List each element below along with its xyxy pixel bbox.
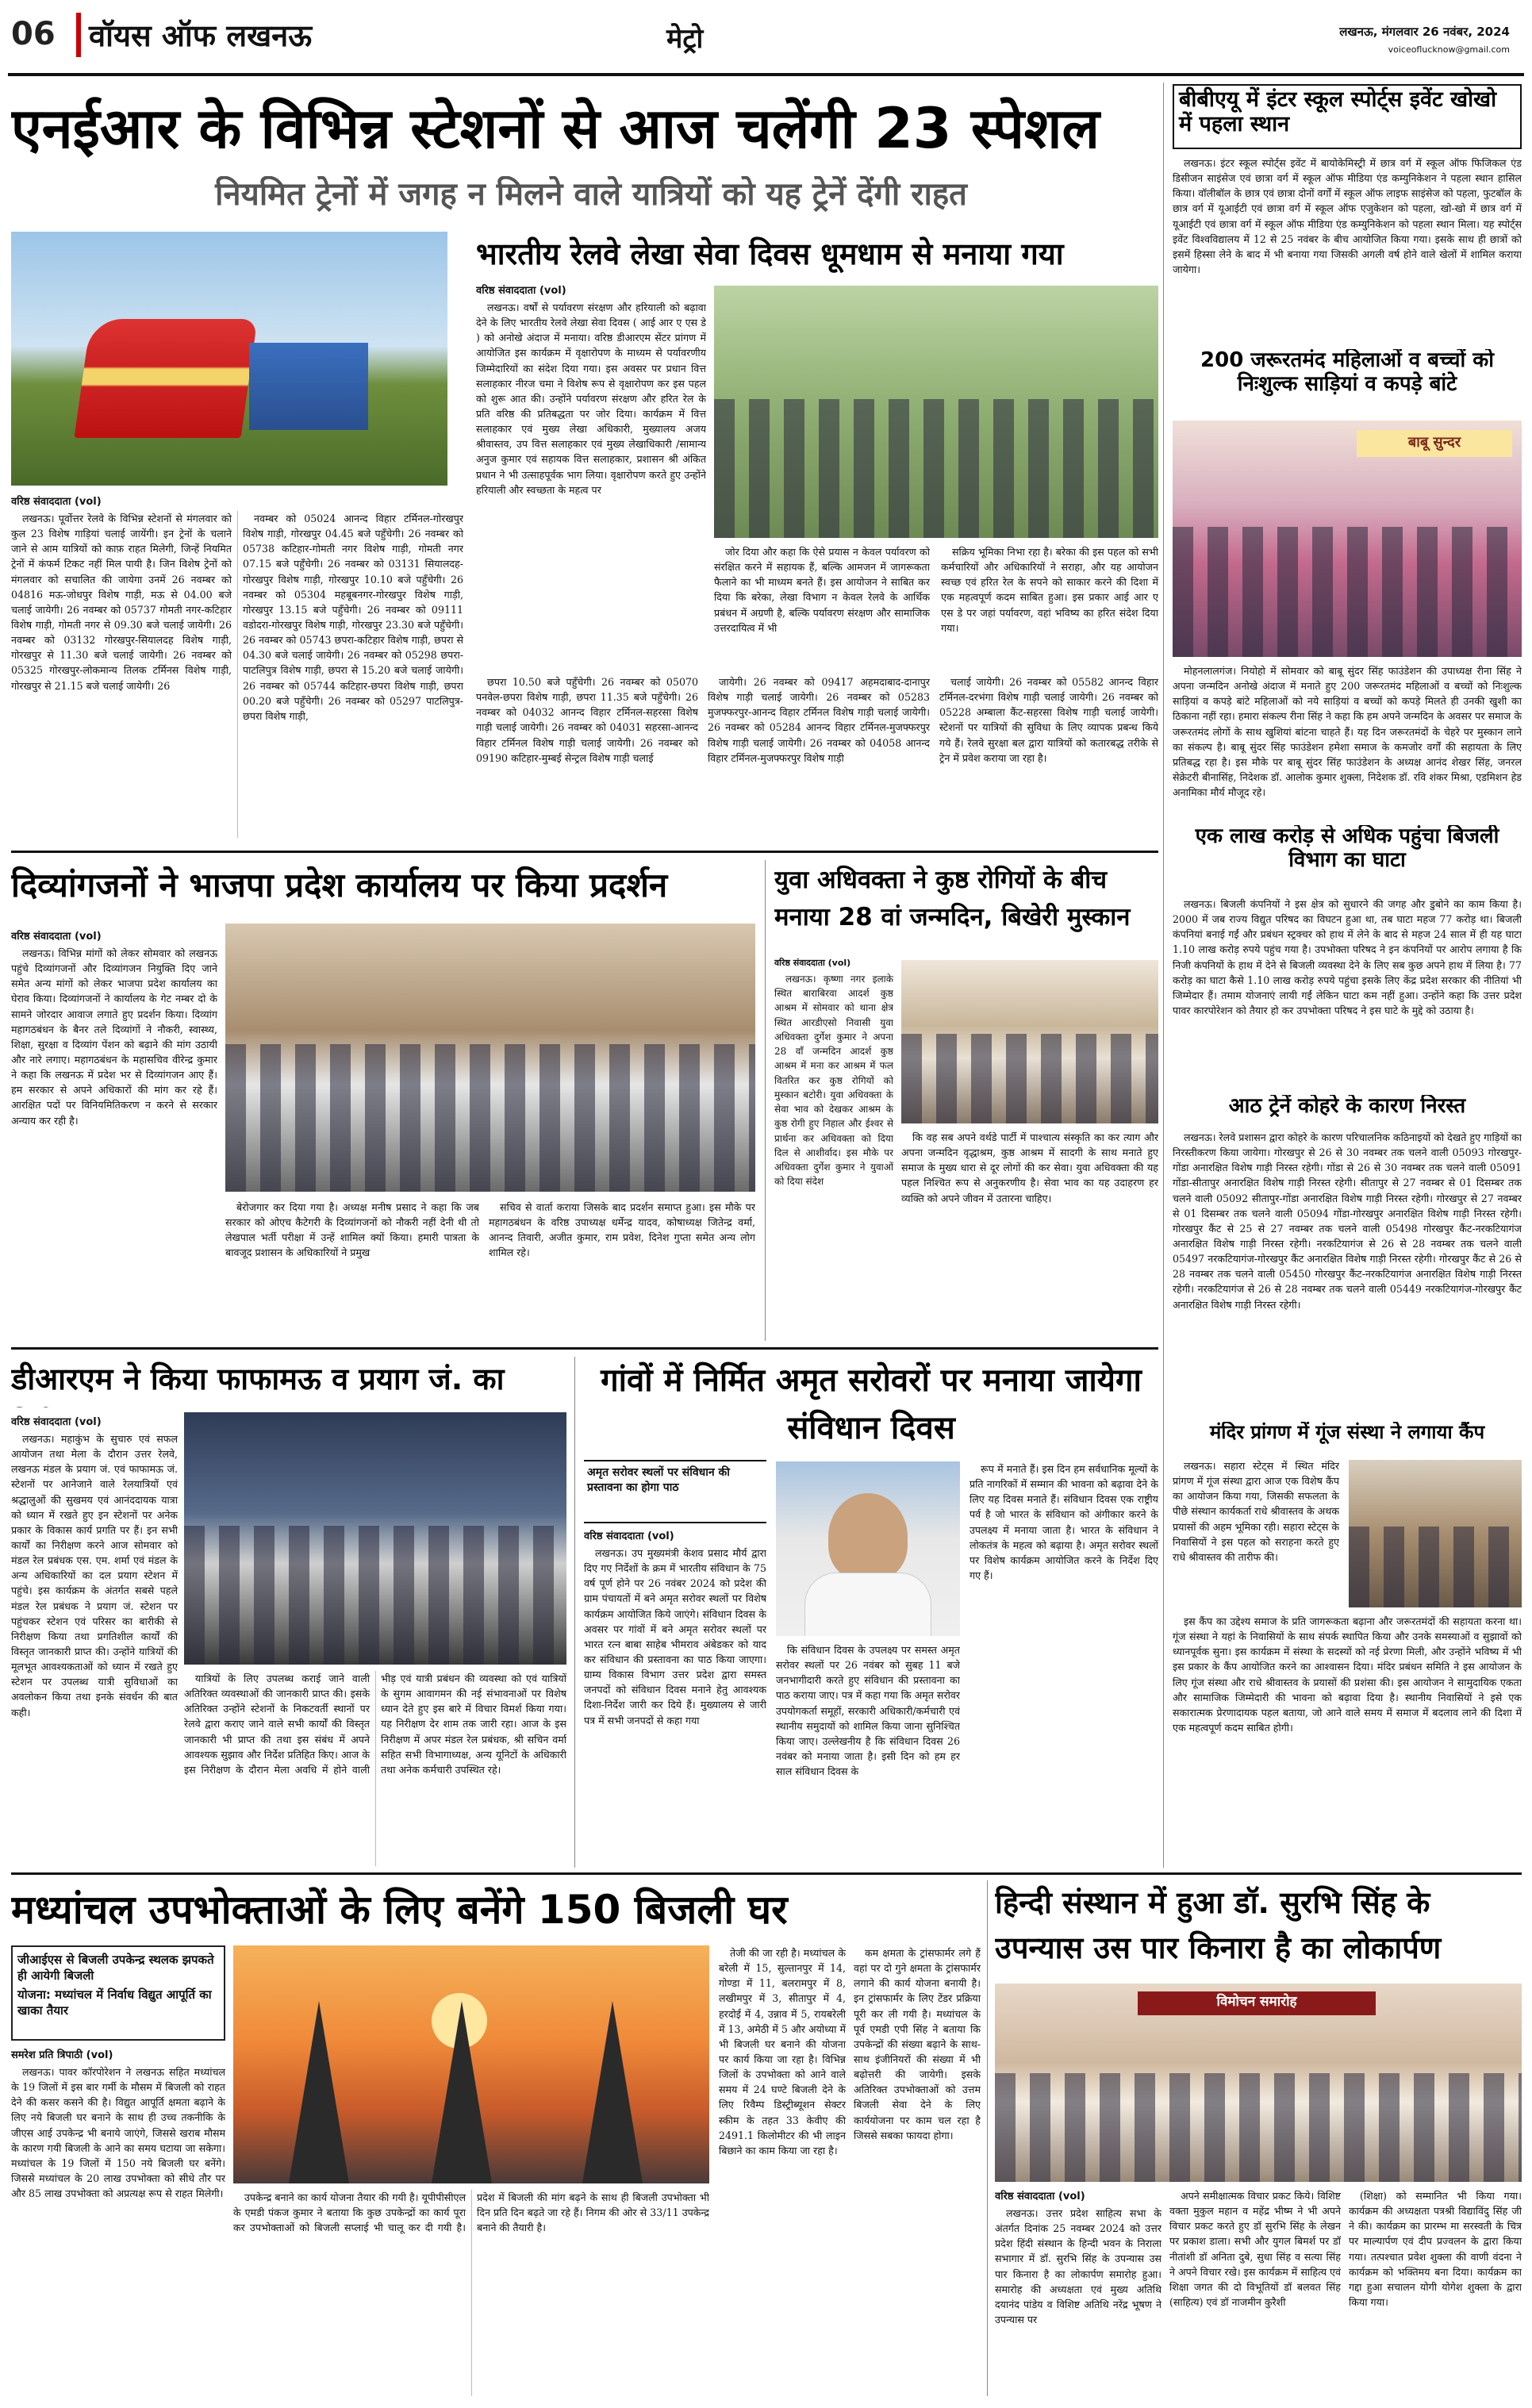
drm-paragraph: लखनऊ। महाकुंभ के सुचारु एवं सफल आयोजन तथा मेला के दौरान उत्तर रेलवे, लखनऊ मंडल के प्रयाग जं. एवं फाफामऊ जं. स्टेशनों पर आनेजाने वाले रेलयात्रियों एवं श्रद्धालुओं की सुखमय एवं आनंददायक यात्रा को ध्यान में रखते हुए इन स्टेशनों पर अनेक प्रकार के विकास कार्य प्रगति पर हैं। इन सभी कार्यों का निरीक्षण करने आज सोमवार को मंडल रेल प्रबंधक एस. एम. शर्मा एवं मंडल के अन्य अधिकारियों का दल प्रयाग स्टेशन में पहुंचे। इस कार्यक्रम के अंतर्गत सबसे पहले मंडल रेल प्रबंधक ने प्रयाग जं. स्टेशन पर पहुंचकर स्टेशन एवं परिसर का बारीकी से निरीक्षण किया तथा प्रगतिशील कार्यों की विस्तृत जानकारी प्राप्त की। उन्होंने यात्रियों की मूलभूत आवश्यकताओं को ध्यान में रखते हुए स्टेशन पर उपलब्ध यात्री सुविधाओं का अवलोकन किया तथा इनके संवर्धन की बात कही। (11, 1433, 178, 1719)
train-photo (11, 232, 447, 486)
coach-shape (249, 343, 368, 430)
sarees-body (1173, 663, 1522, 819)
leprosy-headline: युवा अधिवक्ता ने कुष्ठ रोगियों के बीच मनाया 28 वां जन्मदिन, बिखेरी मुस्कान (774, 866, 1131, 931)
lead-byline: वरिष्ठ संवाददाता (vol) (11, 496, 102, 508)
face-shape (828, 1493, 908, 1580)
leprosy-body-col2 (901, 1130, 1158, 1341)
power-houses-paragraph: उपकेन्द्र बनाने का कार्य योजना तैयार की गयी है। यूपीपीसीएल के एमडी पंकज कुमार ने बताया कि कुछ उपकेन्द्रों का कार्य पूरा कर उपभोक्ताओं को बिजली सप्लाई भी चालू कर दी गयी है। प्रदेश में बिजली की मांग बढ़ने के साथ ही बिजली उपभोक्ता भी दिन प्रति दिन बढ़ते जा रहे हैं। निगम की ओर से 33/11 उपकेन्द्र बनाने की तैयारी है। (233, 2191, 709, 2234)
fog-trains-body (1173, 1130, 1522, 1415)
book-launch-body-col2 (1169, 2188, 1341, 2396)
constitution-body-col3 (969, 1461, 1158, 1866)
lead-continued-col1 (476, 674, 698, 841)
temple-camp-headline: मंदिर प्रांगण में गूंज संस्था ने लगाया कैंप (1209, 1422, 1485, 1443)
tower-shape (289, 2001, 349, 2183)
book-launch-paragraph: अपने समीक्षात्मक विचार प्रकट किये। विशिष्ट वक्ता मुकुल महान व महेंद्र भीष्म ने भी अपने विचार प्रकट करते हुए डॉ सुरभि सिंह के लेखन पर प्रकाश डाला। सभी और युगल बिमर्श पर डॉ नीतांशी डॉ अनिता दुबे, सुधा सिंह व सत्या सिंह ने अपने विचार रखे। इस कार्यक्रम में साहित्य एवं शिक्षा जगत की दो विभूतियों डॉ बलवत सिंह (साहित्य) एवं डॉ नाजमीन कुरैशी (1169, 2190, 1341, 2308)
rail-account-body-col2 (714, 544, 930, 666)
book-launch-body-col3 (1349, 2188, 1522, 2396)
power-towers-photo (233, 1945, 709, 2183)
leprosy-paragraph: कि वह सब अपने वर्थडे पार्टी में पाश्चात्य संस्कृति का कर त्याग और अपना जन्मदिन वृद्धाश्रम, कुष्ठ आश्रम में सादगी के साथ मनाते हुए समाज के मुख्य धारा से दूर लोगों की कर सेवा। युवा अधिवक्ता की यह पहल निश्चित रूप से अनुकरणीय है। सेवा भाव का यह उदाहरण हर व्यक्ति को अपने जीवन में उतारना चाहिए। (901, 1131, 1158, 1204)
leprosy-body (774, 972, 893, 1337)
lead-article (11, 494, 463, 843)
rail-account-headline: भारतीय रेलवे लेखा सेवा दिवस धूमधाम से मनाया गया (476, 236, 1064, 271)
book-launch-paragraph: (शिक्षा) को सम्मानित भी किया गया। कार्यक्रम की अध्यक्षता पत्रश्री विद्याविंदु सिंह जी ने की। कार्यक्रम का प्रारम्भ मा सरस्वती के चित्र पर माल्यार्पण एवं दीप प्रज्वलन के द्वारा किया गया। तत्पश्चात प्रवेश शुक्ला की वाणी वंदना ने कार्यक्रम को भक्तिमय बना दिया। कार्यक्रम का गद्दा हुआ सचालन योगी योगेश शुक्ला के द्वारा किया गया। (1349, 2190, 1522, 2308)
rail-account-paragraph: लखनऊ। वर्षों से पर्यावरण संरक्षण और हरियाली को बढ़ावा देने के लिए भारतीय रेलवे लेखा सेवा दिवस ( आई आर ए एस डे ) को अनोखे अंदाज में मनाया। वरिष्ठ डीआरएम सेंटर प्रांगण में आयोजित इस कार्यक्रम में वृक्षारोपण के माध्यम से पर्यावरणीय जिम्मेदारियों का संदेश दिया गया। इस अवसर पर प्रधान वित्त सलाहकार नीरज चमा ने विशेष रूप से वृक्षारोपण कर इस पहल को शुरू आत की। उन्होंने पर्यावरण संरक्षण और हरित रेल के प्रति वरिष्ठ की प्रतिबद्धता पर जोर दिया। कार्यक्रम में वित्त सलाहकार एवं मुख्य लेखा अधिकारी, मुख्यालय अजय श्रीवास्तव, उप वित्त सलाहकार एवं मुख्य लेखाधिकारी /सामान्य अनुज कुमार एवं सहायक वित्त सलाहकार, प्रशासन श्री अंकित प्रधान ने भी उत्साहपूर्वक भाग लिया। वृक्षारोपण करते हुए उन्होंने हरियाली और स्वच्छता के महत्व पर (476, 301, 706, 496)
lead-paragraph: छपरा 10.50 बजे पहुँचेगी। 26 नवम्बर को 05070 पनवेल-छपरा विशेष गाड़ी, छपरा 11.35 बजे पहुँचेगी। 26 नवम्बर को 04032 आनन्द विहार टर्मिनल-सहरसा विशेष गाड़ी चलाई जायेगी। 26 नवम्बर को 04031 सहरसा-आनन्द विहार टर्मिनल विशेष गाड़ी चलाई जायेगी। 26 नवम्बर को 09190 कटिहार-मुम्बई सेन्ट्रल विशेष गाड़ी चलाई (476, 676, 698, 764)
contact-email: voiceoflucknow@gmail.com (1388, 44, 1510, 55)
power-houses-body-col2 (233, 2190, 709, 2396)
fog-trains-paragraph: लखनऊ। रेलवे प्रशासन द्वारा कोहरे के कारण परिचालनिक कठिनाइयों को देखते हुए गाड़ियों का निरस्तीकरण किया जायेगा। गोरखपुर से 26 से 30 नवम्बर तक चलने वाली 05093 गोरखपुर-गोंडा अनारक्षित विशेष गाड़ी निरस्त रहेगी। गोंडा से 26 से 30 नवम्बर तक चलने वाली 05091 गोंडा-सीतापुर अनारक्षित विशेष गाड़ी निरस्त रहेगी। सीतापुर से 27 नवम्बर से 01 दिसम्बर तक चलने वाली 05092 सीतापुर-गोंडा अनारक्षित विशेष गाड़ी निरस्त रहेगी। गोरखपुर से 27 नवम्बर से 01 दिसम्बर तक चलने वाली 05094 गोंडा-गोरखपुर अनारक्षित विशेष गाड़ी निरस्त रहेगी। गोरखपुर कैंट से 25 से 27 नवम्बर तक चलने वाली 05498 गोरखपुर कैंट-नरकटियागंज अनारक्षित विशेष गाड़ी निरस्त रहेगी। नरकटियागंज से 26 से 28 नवम्बर तक चलने वाली 05497 नरकटियागंज-गोरखपुर कैंट अनारक्षित विशेष गाड़ी निरस्त रहेगी। गोरखपुर कैंट से 26 से 28 नवम्बर तक चलने वाली 05450 गोरखपुर कैंट-नरकटियागंज अनारक्षित विशेष गाड़ी निरस्त रहेगी। नरकटियागंज से 26 से 28 नवम्बर तक चलने वाली 05449 नरकटियागंज-गोरखपुर कैंट अनारक्षित विशेष गाड़ी निरस्त रहेगी। (1173, 1131, 1522, 1311)
lead-paragraph: नवम्बर को 05024 आनन्द विहार टर्मिनल-गोरखपुर विशेष गाड़ी, गोरखपुर 04.45 बजे पहुँचेगी। 26 नवम्बर को 05738 कटिहार-गोमती नगर विशेष गाड़ी, गोमती नगर 07.15 बजे पहुँचेगी। 26 नवम्बर को 03131 सियालदह-गोरखपुर विशेष गाड़ी, गोरखपुर 10.10 बजे पहुँचेगी। 26 नवम्बर को 05304 महबूबनगर-गोरखपुर विशेष गाड़ी, गोरखपुर 13.15 बजे पहुँचेगी। 26 नवम्बर को 09111 वडोदरा-गोरखपुर विशेष गाड़ी, गोरखपुर 23.30 बजे पहुँचेगी। 26 नवम्बर को 05743 छपरा-कटिहार विशेष गाड़ी, छपरा से 04.30 बजे चलाई जायेगी। 26 नवम्बर को 05298 छपरा-पाटलिपुत्र विशेष गाड़ी, छपरा से 15.20 बजे चलाई जायेगी। 26 नवम्बर को 05744 कटिहार-छपरा विशेष गाड़ी, छपरा 00.20 बजे पहुँचेगी। 26 नवम्बर को 05297 पाटलिपुत्र-छपरा विशेष गाड़ी, (243, 513, 463, 722)
lead-body (11, 511, 463, 838)
protesters-shape (225, 1044, 755, 1192)
banner-text: बाबू सुन्दर (1357, 430, 1512, 457)
electricity-loss-paragraph: लखनऊ। बिजली कंपनियों ने इस क्षेत्र को सुधारने की जगह और डुबोने का काम किया है। 2000 में जब राज्य विद्युत परिषद का विघटन हुआ था, तब घाटा महज 77 करोड़ था। बिजली कंपनियां बनाई गईं और प्रबंधन स्ट्रक्चर को हाथ में लेने के बाद से महज 24 साल में ही यह घाटा 1.10 लाख करोड़ रुपये पहुंच गया है। उपभोक्ता परिषद ने इन कंपनियों पर आरोप लगाया है कि निजी कंपनियों के हाथ में देने से बिजली व्यवस्था देने के लिए सब कुछ अपने हाथ में लिया है। 77 करोड़ का घाटा कैसे 1.10 लाख करोड़ रुपये पहुंचा इसके लिए केंद्र प्रदेश सरकार की नीतियां भी जिम्मेदार हैं। तमाम योजनाएं लायी गईं लेकिन घाटा कम नहीं हुआ। उन्होंने कहा कि उत्तर प्रदेश पावर कारपोरेशन को तैयार हो कर उपभोक्ता परिषद ने इस घाटे के मुद्दे को उठाया है। (1173, 898, 1522, 1016)
section-divider (11, 1872, 1522, 1875)
protest-paragraph: बेरोजगार कर दिया गया है। अध्यक्ष मनीष प्रसाद ने कहा कि जब सरकार को ओएच कैटेगरी के दिव्यांगजनों को नौकरी नहीं देनी थी तो लेखपाल भर्ती परीक्षा में उन्हें शामिल क्यों किया। हमारी पात्रता के बावजूद प्रशासन के अधिकारियों ने प्रमुख (225, 1201, 479, 1259)
dateline: लखनऊ, मंगलवार 26 नवंबर, 2024 (1339, 25, 1510, 39)
book-launch-article (995, 2188, 1161, 2396)
dignitaries-shape (995, 2073, 1522, 2183)
drm-body (11, 1431, 178, 1863)
sarees-distribution-photo (1173, 421, 1522, 657)
minister-photo (776, 1461, 960, 1636)
rail-account-article (476, 282, 706, 665)
rail-account-byline: वरिष्ठ संवाददाता (vol) (476, 285, 566, 297)
paper-name: वॉयस ऑफ लखनऊ (89, 18, 313, 53)
protest-headline: दिव्यांगजनों ने भाजपा प्रदेश कार्यालय पर किया प्रदर्शन (11, 866, 668, 904)
power-houses-body (11, 2064, 225, 2393)
constitution-byline: वरिष्ठ संवाददाता (vol) (584, 1530, 674, 1542)
sports-event-headline: बीबीएयू में इंटर स्कूल स्पोर्ट्स इवेंट खोखो में पहला स्थान (1173, 84, 1522, 149)
electricity-loss-headline: एक लाख करोड़ से अधिक पहुंचा बिजली विभाग का घाटा (1195, 825, 1499, 872)
book-launch-photo (995, 1984, 1522, 2182)
book-launch-headline: हिन्दी संस्थान में हुआ डॉ. सुरभि सिंह के उपन्यास उस पार किनारा है का लोकार्पण (995, 1885, 1442, 1965)
lead-paragraph: लखनऊ। पूर्वोत्तर रेलवे के विभिन्न स्टेशनों से मंगलवार को कुल 23 विशेष गाड़ियां चलाई जायेंगी। इन ट्रेनों के चलाने जाने से आम यात्रियों को काफ़ राहत मिलेगी, जिन्हें नियमित ट्रेनों में कंफर्म टिकट नहीं मिल पायी है। जिन विशेष ट्रेनों को मंगलवार को सचालित की जायेगा उनमें 26 नवम्बर को 04816 मऊ-जोधपुर विशेष गाड़ी, मऊ से 04.00 बजे चलाई जायेगी। 26 नवम्बर को 05737 गोमती नगर-कटिहार विशेष गाड़ी, गोमती नगर से 09.30 बजे चलाई जायेगी। 26 नवम्बर को 03132 गोरखपुर-सियालदह विशेष गाड़ी, गोरखपुर से 11.30 बजे चलाई जायेगी। 26 नवम्बर को 05325 गोरखपुर-लोकमान्य तिलक टर्मिनस विशेष गाड़ी, गोरखपुर से 21.15 बजे चलाई जायेगी। 26 (11, 513, 232, 692)
locomotive-shape (74, 319, 257, 438)
leprosy-byline: वरिष्ठ संवाददाता (vol) (774, 958, 851, 968)
leprosy-paragraph: लखनऊ। कृष्णा नगर इलाके स्थित बाराबिरवा आदर्श कुष्ठ आश्रम में सोमवार को थाना क्षेत्र स्थित आरडीएसो निवासी युवा अधिवक्ता दुर्गेश कुमार ने अपना 28 वाँ जन्मदिन आदर्श कुष्ठ आश्रम में मना कर आश्रम में फल वितरित कर कुष्ठ रोगियों को मुस्कान बटोरी। युवा अधिवक्ता के सेवा भाव को देखकर आश्रम के कुष्ठ रोगी हुए निहाल और ईश्वर से प्रार्थना कर अधिवक्ता को दिया दिल से आशीर्वाद। इस मौके पर अधिवक्ता दुर्गेश कुमार ने युवाओं को दिया संदेश (774, 974, 893, 1188)
protest-article (11, 928, 217, 1341)
constitution-paragraph: रूप में मनाते हैं। इस दिन हम सर्वधानिक मूल्यों के प्रति नागरिकों में सम्मान की भावना को बढ़ावा देने के लिए यह दिवस मनाते हैं। संविधान दिवस एक राष्ट्रीय पर्व है जो भारत के संविधान को अंगीकार करने के उपलक्ष्य में मनाया जाता है। भारत के संविधान ने लोकतंत्र के महत्व को बढ़ाया है। अमृत सरोवर स्थलों पर विशेष कार्यक्रम आयोजित करने के निर्देश दिए गए हैं। (969, 1463, 1158, 1581)
power-houses-body-col4 (854, 1945, 981, 2396)
drm-byline: वरिष्ठ संवाददाता (vol) (11, 1416, 102, 1428)
rail-account-body-col1 (476, 300, 706, 657)
column-divider (987, 1880, 988, 2396)
temple-camp-paragraph: इस कैंप का उद्देश्य समाज के प्रति जागरूकता बढ़ाना और जरूरतमंदों की सहायता करना था। गूंज संस्था ने यहां के निवासियों के साथ संपर्क स्थापित किया और उनके समस्याओं व सुझावों को ध्यानपूर्वक सुना। इस कार्यक्रम में संस्था के सदस्यों को नई प्रेरणा मिली, और उन्होंने भविष्य में भी इस प्रकार के कैंप आयोजित करने का आश्वासन दिया। मंदिर प्रबंधन समिति ने इस आयोजन के लिए गूंज संस्था और राधे श्रीवास्तव के प्रयासों की प्रशंसा की। इस आयोजन ने सामुदायिक एकता और सामाजिक जिम्मेदारी की भावना को बढ़ावा दिया है। स्थानीय निवासियों ने इसे एक सकारात्मक प्रेरणादायक पहल बताया, जो आने वाले समय में समाज में बदलाव लाने की दिशा में एक महत्वपूर्ण कदम साबित होगी। (1173, 1615, 1522, 1734)
protest-body (11, 946, 217, 1335)
inspection-photo (184, 1412, 566, 1665)
book-launch-paragraph: लखनऊ। उत्तर प्रदेश साहित्य सभा के अंतर्गत दिनांक 25 नवम्बर 2024 को उत्तर प्रदेश हिंदी संस्थान के हिन्दी भवन के निराला सभागार में डॉ. सुरभि सिंह के उपन्यास उस पार किनारा है का लोकार्पण समारोह हुआ। समारोह की अध्यक्षता एवं मुख्य अतिथि दयानंद पांडेय व विशिष्ट अतिथि नरेंद्र भूषण ने उपन्यास पर (995, 2207, 1161, 2325)
highlight-bullet: जीआईएस से बिजली उपकेन्द्र स्थलक झपकते ही आयेगी बिजली (17, 1953, 214, 1983)
protest-paragraph: लखनऊ। विभिन्न मांगों को लेकर सोमवार को लखनऊ पहुंचे दिव्यांगजनों और दिव्यांगजन नियुक्ति दिए जाने समेत अन्य मांगों को लेकर भाजपा प्रदेश कार्यालय का घेराव किया। दिव्यांगजनों ने कार्यालय के गेट नम्बर दो के सामने जोरदार आवाज लगाते हुए प्रदर्शन किया। दिव्यांग महागठबंधन के बैनर तले दिव्यांगों ने नौकरी, स्वास्थ्य, शिक्षा, सुरक्षा व दिव्यांग पेंशन को बढ़ाने की मांग उठायी और नारे लगाए। महागठबंधन के महासचिव वीरेन्द्र कुमार ने कहा कि लखनऊ में प्रदेश भर से दिव्यांगजन आए हैं। हम सरकार से अपने अधिकारों की मांग कर रहे हैं। आरक्षित पदों पर विनियमितिकरण न करने से सरकार अन्याय कर रही है। (11, 947, 217, 1127)
lead-continued-col3 (939, 674, 1158, 841)
power-houses-headline: मध्यांचल उपभोक्ताओं के लिए बनेंगे 150 बिजली घर (11, 1887, 788, 1933)
lead-continued-col2 (708, 674, 930, 841)
banner-text: विमोचन समारोह (1138, 1991, 1376, 2015)
power-houses-paragraph: लखनऊ। पावर कॉरपोरेशन ने लखनऊ सहित मध्यांचल के 19 जिलों में इस बार गर्मी के मौसम में बिजली को राहत देने की कसर कसने की है। विद्युत आपूर्ति क्षमता बढ़ाने के लिए नये बिजली घर बनाने के साथ ही उच्च तकनीकि के जीएस आई उपकेन्द्र भी बनाये जाएंगे, जिससे खराब मौसम के कारण गयी बिजली के आने का समय घटाया जा सकेगा। मध्यांचल के 19 जिलों में 150 नये बिजली घर बनेंगे। जिससे मध्यांचल के 20 लाख उपभोक्ता को सीधे तौर पर और 85 लाख उपभोक्ता को अप्रत्यक्ष रूप से राहत मिलेगी। (11, 2066, 225, 2200)
electricity-loss-body (1173, 897, 1522, 1092)
drm-headline: डीआरएम ने किया फाफामऊ व प्रयाग जं. का (11, 1361, 505, 1396)
sports-event-paragraph: लखनऊ। इंटर स्कूल स्पोर्ट्स इवेंट में बायोकेमिस्ट्री में छात्र वर्ग में स्कूल ऑफ फिजिकल एंड डिसीजन साइंसेज एवं छात्रा वर्ग में स्कूल ऑफ मीडिया एंड कम्युनिकेशन ने पहला स्थान हासिल किया। वॉलीबॉल के छात्र एवं छात्रा दोनों वर्गों में स्कूल ऑफ लाइफ साइंसेज को पहला, फुटबॉल के छात्र वर्ग में यूआईटी एवं छात्रा वर्ग में स्कूल ऑफ एजुकेशन को पहला, खो-खो में छात्र वर्ग में यूआईटी एवं छात्रा वर्ग में स्कूल ऑफ मीडिया एंड कम्युनिकेशन को पहला स्थान मिला। यह स्पोर्ट्स इवेंट विश्वविद्यालय में 12 से 25 नवंबर के बीच आयोजित किया गया। इसके साथ ही छात्रों को इसमें हिस्सा लेने के बाद में भी बनाया गया जिसकी अगली वर्ष होने वाले खेलों में शामिल कराया जायेगा। (1173, 157, 1522, 275)
tower-shape (582, 2001, 643, 2183)
temple-camp-photo (1349, 1460, 1522, 1607)
protest-paragraph: सचिव से वार्ता कराया जिसके बाद प्रदर्शन समाप्त हुआ। इस मौके पर महागठबंधन के वरिष्ठ उपाध्यक्ष धर्मेन्द्र यादव, कोषाध्यक्ष जितेन्द्र वर्मा, आनन्द तिवारी, अजीत कुमार, राम प्रवेश, दिनेश गुप्ता समेत अन्य लोग शामिल रहे। (489, 1201, 755, 1259)
book-launch-body (995, 2206, 1161, 2393)
masthead (0, 0, 1532, 73)
officials-shape (184, 1526, 566, 1665)
section-divider (11, 1347, 1158, 1350)
women-group-shape (1173, 527, 1522, 657)
rail-account-paragraph: जोर दिया और कहा कि ऐसे प्रयास न केवल पर्यावरण को संरक्षित करने में सहायक हैं, बल्कि आमजन में जागरूकता फैलाने का भी माध्यम बनते हैं। इस आयोजन ने साबित कर दिया कि बरेका, लेखा विभाग न केवल रेलवे के आर्थिक प्रबंधन में अग्रणी है, बल्कि पर्यावरण संरक्षण और सामाजिक उत्तरदायित्व में भी (714, 546, 930, 634)
rail-account-body-col3 (941, 544, 1158, 666)
protest-body-col2 (225, 1200, 479, 1341)
masthead-accent-bar (76, 13, 81, 57)
temple-camp-body-col1 (1173, 1458, 1339, 1609)
drm-article (11, 1414, 178, 1866)
temple-camp-body-col2 (1173, 1614, 1522, 1868)
book-launch-byline: वरिष्ठ संवाददाता (vol) (995, 2191, 1085, 2203)
right-column-divider (1163, 83, 1164, 1868)
constitution-article (584, 1528, 766, 1866)
lead-headline: एनईआर के विभिन्न स्टेशनों से आज चलेंगी 23 स्पेशल (11, 96, 1100, 161)
protest-photo (225, 924, 755, 1192)
leprosy-article (774, 957, 893, 1342)
constitution-body-col2 (776, 1642, 960, 1866)
tower-shape (432, 2001, 492, 2183)
lead-subhead: नियमित ट्रेनों में जगह न मिलने वाले यात्रियों को यह ट्रेनें देंगी राहत (215, 176, 967, 213)
protest-body-col3 (489, 1200, 755, 1341)
lead-paragraph: जायेगी। 26 नवम्बर को 09417 अहमदाबाद-दानापुर विशेष गाड़ी चलाई जायेगी। 26 नवम्बर को 05283 मुजफ्फरपुर-आनन्द विहार टर्मिनल विशेष गाड़ी चलाई जायेगी। 26 नवम्बर को 05284 आनन्द विहार टर्मिनल-मुजफ्फरपुर विशेष गाड़ी चलाई जायेगी। 26 नवम्बर को 04058 आनन्द विहार टर्मिनल-मुजफ्फरपुर विशेष गाड़ी (708, 676, 930, 764)
people-group-shape (714, 399, 1158, 538)
constitution-paragraph: लखनऊ। उप मुख्यमंत्री केशव प्रसाद मौर्य द्वारा दिए गए निर्देशों के क्रम में भारतीय संविधान के 75 वर्ष पूर्ण होने पर 26 नवंबर 2024 को प्रदेश की ग्राम पंचायतों में बने अमृत सरोवर स्थलों पर विशेष कार्यक्रम आयोजित किये जाएंगे। संविधान दिवस के अवसर पर गांवों में बने अमृत सरोवर स्थलों पर भारत रत्न बाबा साहेब भीमराव अंबेडकर को याद कर संविधान की प्रस्तावना का पाठ किया जाएगा। ग्राम्य विकास विभाग उत्तर प्रदेश द्वारा समस्त जनपदों को संविधान दिवस मनाने हेतु आवश्यक दिशा-निर्देश जारी कर दिये हैं। मुख्यालय से जारी पत्र में सभी जनपदों से कहा गया (584, 1547, 766, 1726)
constitution-headline: गांवों में निर्मित अमृत सरोवरों पर मनाया जायेगा संविधान दिवस (601, 1362, 1142, 1446)
page-number: 06 (11, 16, 56, 52)
constitution-body (584, 1546, 766, 1863)
section-name: मेट्रो (666, 23, 704, 55)
leprosy-ashram-photo (901, 960, 1158, 1123)
highlight-bullet: योजना: मध्यांचल में निर्वाध विद्युत आपूर्ति का खाका तैयार (17, 1987, 212, 2018)
sports-event-body (1173, 156, 1522, 344)
constitution-pull-quote (584, 1460, 766, 1523)
power-houses-paragraph: तेजी की जा रही है। मध्यांचल के बरेली में 15, सुल्तानपुर में 14, गोण्डा में 11, बलरामपुर में 8, लखीमपुर में 3, सीतापुर में 4, हरदोई में 4, उन्नाव में 5, रायबरेली में 13, अमेठी में 5 और अयोध्या में भी बिजली घर बनाने की योजना पर कार्य किया जा रहा है। विभिन्न जिलों के उपभोक्ता को आने वाले समय में 24 घण्टे बिजली देने के लिए रिवैम्प डिस्ट्रीब्यूशन सेक्टर स्कीम के तहत 33 केवीए की 2491.1 किलोमीटर की भी लाइन बिछाने का काम किया जा रहा है। (719, 1947, 846, 2156)
sarees-paragraph: मोहनलालगंज। नियोहो में सोमवार को बाबू सुंदर सिंह फाउंडेशन की उपाध्यक्ष रीना सिंह ने अपना जन्मदिन अनोखे अंदाज में मनाते हुए 200 जरूरतमंद महिलाओं व बच्चों को निःशुल्क साड़ियां व कपड़े बांटे महिलाओं को नये साड़ियां व बच्चों को कपड़े मिलते ही उनकी खुशी का ठिकाना नहीं रहा। हमारा संकल्प रीना सिंह ने कहा कि हम अपने जन्मदिन के अवसर पर समाज के जरूरतमंद लोगों के साथ खुशियां बांटना चाहते हैं। यह दिन जरूरतमंदों के चेहरे पर मुस्कान लाने का संकल्प है। बाबू सुंदर सिंह फाउंडेशन हमेशा समाज के कमजोर वर्गों की सहायता के लिए प्रतिबद्ध रहा है। इस मौके पर बाबू सुंदर सिंह फाउंडेशन के अध्यक्ष आनंद शेखर सिंह, जनरल सेक्रेटरी बीनासिंह, निदेशक डॉ. आलोक कुमार शुक्ला, निदेशक डॉ. रवि शंकर मिश्रा, एडमिशन हेड अनामिका मौर्य मौजूद रहे। (1173, 665, 1522, 799)
column-divider (574, 1357, 575, 1868)
people-shape (901, 1034, 1158, 1123)
fog-trains-headline: आठ ट्रेनें कोहरे के कारण निरस्त (1228, 1095, 1466, 1118)
kurta-shape (804, 1573, 931, 1636)
column-divider (765, 860, 766, 1341)
drm-paragraph: यात्रियों के लिए उपलब्ध कराई जाने वाली अतिरिक्त व्यवस्थाओं की जानकारी प्राप्त की। इसके अतिरिक्त उन्होंने स्टेशनों के निकटवर्ती स्थानों पर रेलवे द्वारा कराए जाने वाले सभी कार्यों की विस्तृत जानकारी भी प्राप्त की तथा इस संबंध में अपने आवश्यक सुझाव और निर्देश प्रतिहित किए। आज के इस निरीक्षण के दौरान मेला अवधि में होने वाली भीड़ एवं यात्री प्रबंधन की व्यवस्था को एवं यात्रियों के सुगम आवागमन की नई संभावनाओं पर विशेष ध्यान देते हुए इस बारे में विचार विमर्श किया गया। यह निरीक्षण देर शाम तक जारी रहा। आज के इस निरीक्षण में अपर मंडल रेल प्रबंधक, श्री सचिन वर्मा सहित सभी विभागाध्यक्ष, अन्य यूनिटों के अधिकारी तथा अनेक कर्मचारी उपस्थित रहे। (184, 1673, 566, 1776)
sarees-headline: 200 जरूरतमंद महिलाओं व बच्चों को निःशुल्क साड़ियां व कपड़े बांटे (1200, 349, 1494, 396)
masthead-rule (8, 73, 1524, 76)
section-divider (11, 851, 1158, 853)
constitution-paragraph: कि संविधान दिवस के उपलक्ष्य पर समस्त अमृत सरोवर स्थलों पर 26 नवंबर को सुबह 11 बजे जनभागीदारी करते हुए संविधान की प्रस्तावना का पाठ कराया जाए। पत्र में कहा गया कि अमृत सरोवर उपयोगकर्ता समूहों, सरकारी अधिकारी/कर्मचारी एवं स्थानीय समुदायों को शामिल किया जाना सुनिश्चित किया जाए। उल्लेखनीय है कि संविधान दिवस 26 नवंबर को मनाया जाता है। इसी दिन को हम हर साल संविधान दिवस के (776, 1644, 960, 1778)
people-shape (1349, 1527, 1522, 1607)
rail-account-paragraph: सक्रिय भूमिका निभा रहा है। बरेका की इस पहल को सभी कर्मचारियों और अधिकारियों ने सराहा, और यह आयोजन स्वच्छ एवं हरित रेल के सपने को साकार करने की दिशा में एक महत्वपूर्ण कदम साबित हुआ। इस प्रकार आई आर ए एस डे पर जहां पर्यावरण, वहां भविष्य का हरित संदेश दिया गया। (941, 546, 1158, 634)
lead-paragraph: चलाई जायेगी। 26 नवम्बर को 05582 आनन्द विहार टर्मिनल-दरभंगा विशेष गाड़ी चलाई जायेगी। 26 नवम्बर को 05228 अम्बाला कैंट-सहरसा विशेष गाड़ी चलाई जायेगी। स्टेशनों पर यात्रियों की सुविधा के लिए व्यापक प्रबन्ध किये गये हैं। रेलवे सुरक्षा बल द्वारा यात्रियों को कतारबद्ध तरीके से ट्रेन में प्रवेश कराया जा रहा है। (939, 676, 1158, 764)
power-houses-highlights (11, 1945, 225, 2041)
power-houses-paragraph: कम क्षमता के ट्रांसफार्मर लगे हैं वहां पर दो गुने क्षमता के ट्रांसफार्मर लगाने की कार्य योजना बनायी है। इन ट्रांसफार्मर के लिए टेंडर प्रक्रिया पूरी कर ली गयी है। मध्यांचल के पूर्व एमडी एपी सिंह ने बताया कि उपकेन्द्रों की संख्या बढ़ाने के साथ-साथ इंजीनियरों की संख्या में भी बढ़ोत्तरी की जायेगी। इसके अतिरिक्त उपभोक्ताओं को उत्तम बिजली सेवा देने के लिए कार्ययोजना पर काम चल रहा है जिससे सबका फायदा होगा। (854, 1947, 981, 2141)
pull-quote-text: अमृत सरोवर स्थलों पर संविधान की प्रस्तावना का होगा पाठ (587, 1466, 730, 1494)
drm-body-col2 (184, 1671, 566, 1866)
tree-plantation-photo (714, 286, 1158, 538)
protest-byline: वरिष्ठ संवाददाता (vol) (11, 931, 102, 943)
power-houses-body-col3 (719, 1945, 846, 2396)
power-houses-article (11, 2047, 225, 2396)
temple-camp-paragraph: लखनऊ। सहारा स्टेट्स में स्थित मंदिर प्रांगण में गूंज संस्था द्वारा आज एक विशेष कैंप का आयोजन किया गया, जिसकी सफलता के पीछे संस्थान कार्यकर्ता राधे श्रीवास्तव के अथक प्रयासों की अहम भूमिका रही। सहारा स्टेट्स के निवासियों ने इस पहल को सराहना करते हुए राधे श्रीवास्तव की तारीफ की। (1173, 1460, 1339, 1563)
power-houses-byline: समरेश प्रति त्रिपाठी (vol) (11, 2049, 113, 2061)
